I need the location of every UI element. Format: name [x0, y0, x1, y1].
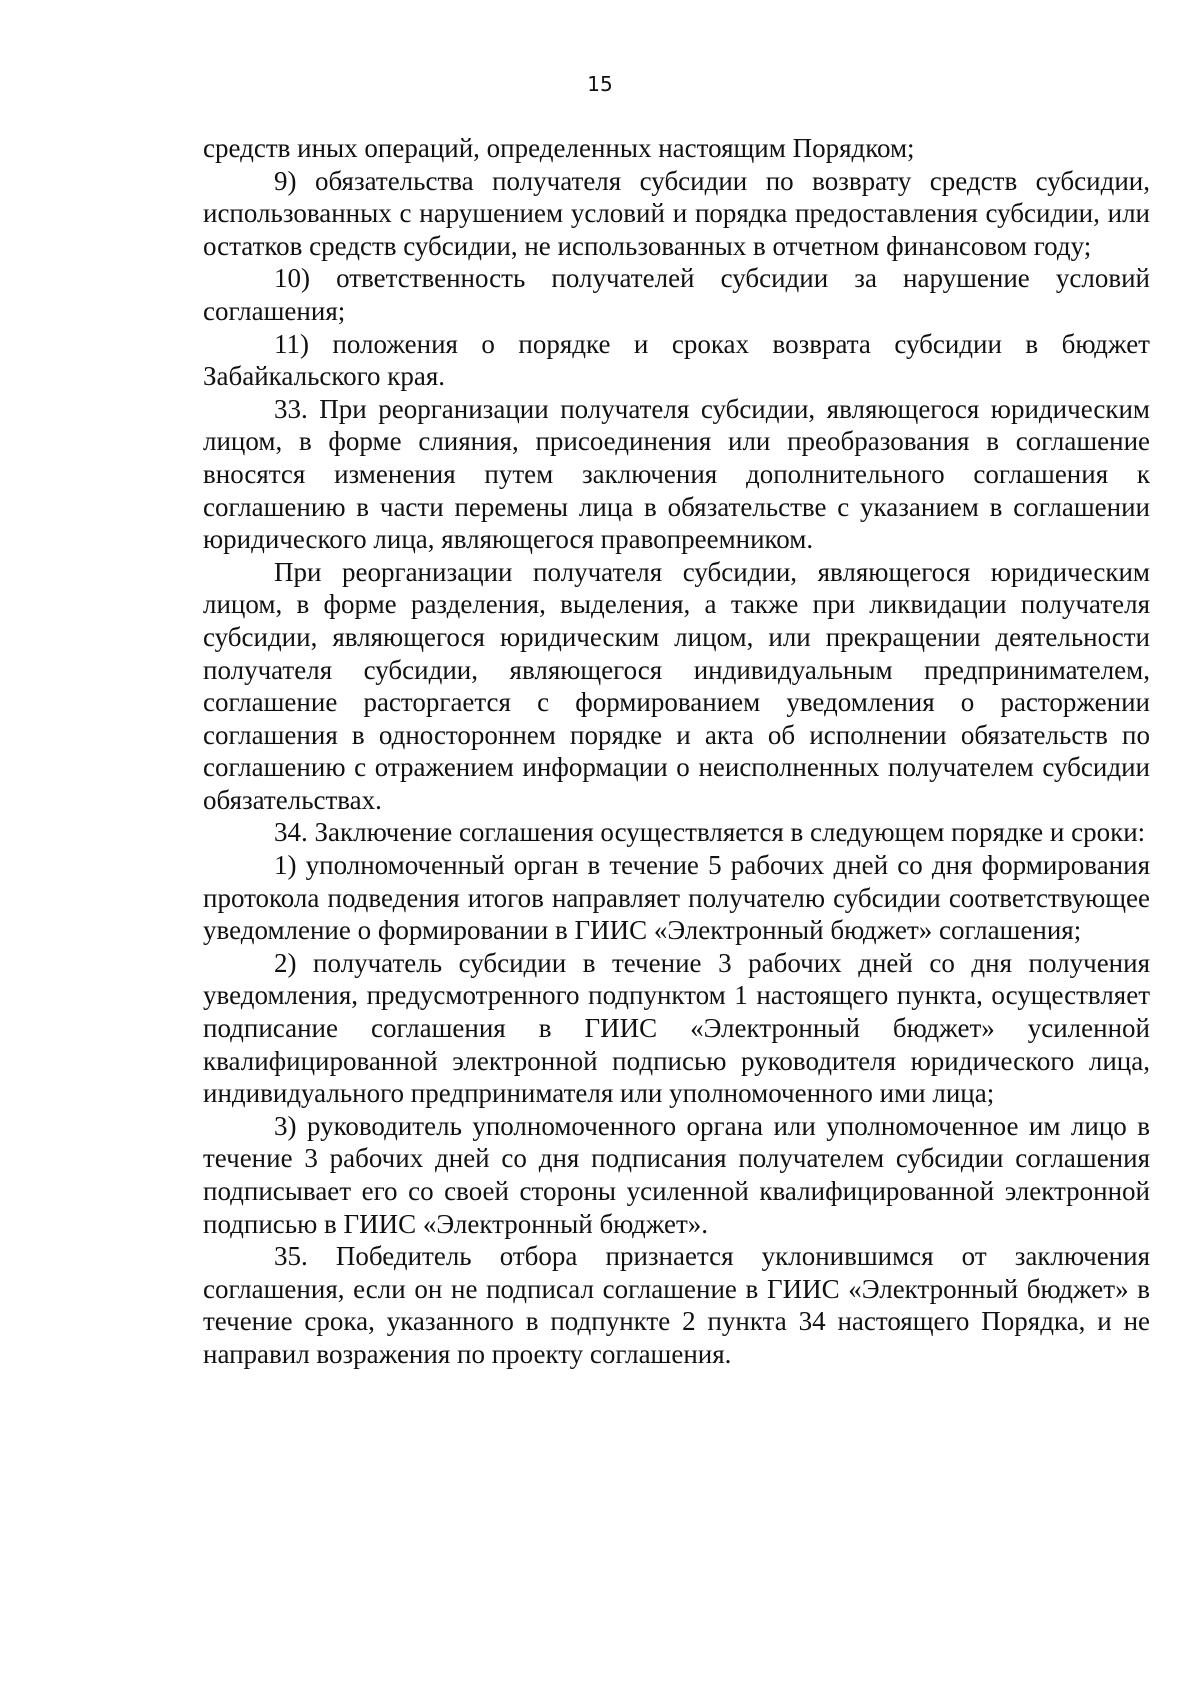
paragraph-item-9: 9) обязательства получателя субсидии по возврату средств субсидии, использованных с нарушением условий и порядка предоставления субсидии, или остатков средств субсидии, не использованных в отчетном финансовом году; [203, 165, 1150, 261]
page-number: 15 [587, 72, 613, 96]
paragraph-continuation: средств иных операций, определенных настоящим Порядком; [203, 133, 915, 163]
paragraph-clause-34-item-3: 3) руководитель уполномоченного органа или уполномоченное им лицо в течение 3 рабочих дней со дня подписания получателем субсидии соглашения подписывает его со своей стороны усиленной квалифицированной электронной подписью в ГИИС «Электронный бюджет». [203, 1110, 1150, 1239]
paragraph-clause-33: 33. При реорганизации получателя субсидии, являющегося юридическим лицом, в форме слияния, присоединения или преобразования в соглашение вносятся изменения путем заключения дополнительного соглашения к соглашению в части перемены лица в обязательстве с указанием в соглашении юридического лица, являющегося правопреемником. [203, 393, 1150, 555]
paragraph-clause-34-item-1: 1) уполномоченный орган в течение 5 рабочих дней со дня формирования протокола подведения итогов направляет получателю субсидии соответствующее уведомление о формировании в ГИИС «Электронный бюджет» соглашения; [203, 850, 1150, 946]
paragraph-clause-35: 35. Победитель отбора признается уклонившимся от заключения соглашения, если он не подписал соглашение в ГИИС «Электронный бюджет» в течение срока, указанного в подпункте 2 пункта 34 настоящего Порядка, и не направил возражения по проекту соглашения. [203, 1241, 1150, 1369]
paragraph-clause-34: 34. Заключение соглашения осуществляется в следующем порядке и сроки: [274, 817, 1146, 848]
paragraph-clause-33-part-2: При реорганизации получателя субсидии, являющегося юридическим лицом, в форме разделения, выделения, а также при ликвидации получателя субсидии, являющегося юридическим лицом, или прекращении деятельности получателя субсидии, являющегося индивидуальным предпринимателем, соглашение расторгается с формированием уведомления о расторжении соглашения в одностороннем порядке и акта об исполнении обязательств по соглашению с отражением информации о неисполненных получателем субсидии обязательствах. [203, 556, 1150, 815]
paragraph-item-11: 11) положения о порядке и сроках возврата субсидии в бюджет Забайкальского края. [203, 328, 1150, 392]
paragraph-clause-34-item-2: 2) получатель субсидии в течение 3 рабочих дней со дня получения уведомления, предусмотренного подпунктом 1 настоящего пункта, осуществляет подписание соглашения в ГИИС «Электронный бюджет» усиленной квалифицированной электронной подписью руководителя юридического лица, индивидуального предпринимателя или уполномоченного ими лица; [203, 947, 1150, 1109]
document-body [203, 132, 1150, 1371]
paragraph-item-10: 10) ответственность получателей субсидии за нарушение условий соглашения; [203, 263, 1150, 326]
